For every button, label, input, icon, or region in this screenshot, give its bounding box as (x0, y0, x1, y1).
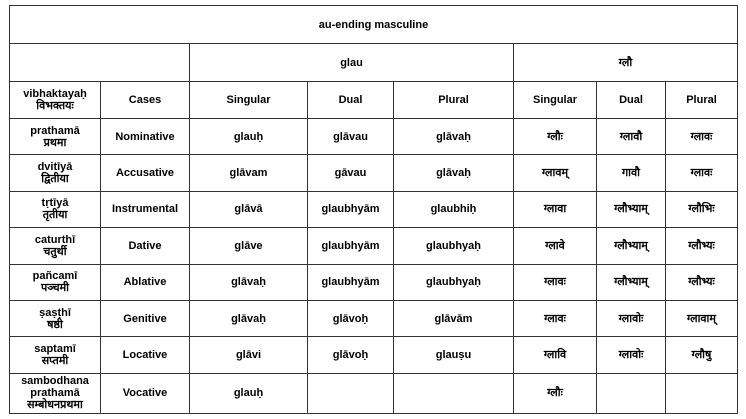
deva-plural-header: Plural (666, 82, 738, 119)
case-name-cell: Dative (101, 228, 190, 264)
latin-plural-header: Plural (394, 82, 514, 119)
case-name-cell: Ablative (101, 264, 190, 300)
latin-dual-form: glāvoḥ (308, 337, 394, 373)
latin-dual-form: glāvau (308, 119, 394, 155)
latin-plural-form: glaubhyaḥ (394, 228, 514, 264)
vocative-row (10, 373, 738, 413)
deva-plural-form: ग्लौषु (666, 337, 738, 373)
vibhakti-devanagari: पञ्चमी (40, 281, 70, 295)
group-spacer-cell (10, 44, 190, 82)
title-row (10, 6, 738, 44)
declension-table-container (9, 5, 738, 414)
latin-dual-form: glāvoḥ (308, 300, 394, 336)
latin-dual-form (308, 373, 394, 413)
deva-dual-form: ग्लावोः (597, 300, 666, 336)
vibhakti-devanagari: तृतीया (42, 208, 68, 222)
vibhakti-cell (10, 373, 101, 413)
latin-dual-form: glaubhyām (308, 228, 394, 264)
vibhakti-devanagari: सप्तमी (41, 354, 69, 368)
vibhakti-latin: ṣaṣṭhī (39, 306, 71, 319)
vibhakti-latin: tṛtīyā (41, 197, 69, 210)
case-row (10, 191, 738, 227)
latin-singular-form: glauḥ (190, 119, 308, 155)
deva-singular-form: ग्लावम् (514, 155, 597, 191)
vibhakti-cell (10, 228, 101, 264)
latin-singular-form: glāvaḥ (190, 264, 308, 300)
vibhakti-devanagari: प्रथमा (43, 135, 67, 149)
vibhakti-devanagari: चतुर्थी (43, 244, 67, 258)
vibhakti-devanagari: द्वितीया (41, 172, 69, 186)
latin-singular-form: glāvam (190, 155, 308, 191)
deva-plural-form: ग्लावाम् (666, 300, 738, 336)
deva-singular-form: ग्लौः (514, 373, 597, 413)
latin-plural-form: glaubhiḥ (394, 191, 514, 227)
column-header-row (10, 82, 738, 119)
deva-dual-form (597, 373, 666, 413)
deva-singular-form: ग्लावा (514, 191, 597, 227)
group-row (10, 44, 738, 82)
vibhakti-cell (10, 119, 101, 155)
latin-singular-form: glauḥ (190, 373, 308, 413)
latin-plural-form: glauṣu (394, 337, 514, 373)
deva-plural-form: ग्लावः (666, 155, 738, 191)
deva-singular-form: ग्लौः (514, 119, 597, 155)
latin-dual-form: gāvau (308, 155, 394, 191)
vibhakti-header-devanagari: विभक्तयः (36, 99, 74, 112)
latin-plural-form: glaubhyaḥ (394, 264, 514, 300)
case-row (10, 155, 738, 191)
deva-plural-form (666, 373, 738, 413)
deva-dual-form: ग्लौभ्याम् (597, 264, 666, 300)
case-name-cell: Genitive (101, 300, 190, 336)
deva-dual-form: ग्लावोः (597, 337, 666, 373)
vibhakti-latin: caturthī (34, 233, 76, 246)
vibhakti-latin: saptamī (34, 343, 76, 356)
case-name-cell: Vocative (101, 373, 190, 413)
vibhakti-latin: pañcamī (32, 270, 78, 283)
case-row (10, 119, 738, 155)
deva-singular-form: ग्लावि (514, 337, 597, 373)
latin-dual-header: Dual (308, 82, 394, 119)
deva-plural-form: ग्लावः (666, 119, 738, 155)
vibhakti-header (10, 82, 101, 119)
deva-singular-form: ग्लावे (514, 228, 597, 264)
vibhakti-latin: sambodhana (21, 375, 89, 388)
vibhakti-cell (10, 264, 101, 300)
deva-dual-form: ग्लावौ (597, 119, 666, 155)
latin-singular-form: glāvā (190, 191, 308, 227)
deva-singular-header: Singular (514, 82, 597, 119)
vibhakti-cell (10, 155, 101, 191)
latin-group-header: glau (190, 44, 514, 82)
latin-singular-header: Singular (190, 82, 308, 119)
case-row (10, 337, 738, 373)
deva-dual-form: ग्लौभ्याम् (597, 228, 666, 264)
case-row (10, 228, 738, 264)
latin-plural-form (394, 373, 514, 413)
devanagari-group-header: ग्लौ (514, 44, 738, 82)
vibhakti-latin: prathamā (30, 124, 80, 137)
latin-plural-form: glāvaḥ (394, 155, 514, 191)
vibhakti-latin: prathamā (30, 387, 80, 400)
declension-table (9, 5, 738, 414)
table-title: au-ending masculine (10, 6, 738, 44)
latin-dual-form: glaubhyām (308, 191, 394, 227)
vibhakti-devanagari: षष्ठी (47, 317, 63, 331)
deva-dual-form: गावौ (597, 155, 666, 191)
vibhakti-latin: dvitīyā (37, 161, 73, 174)
case-name-cell: Accusative (101, 155, 190, 191)
latin-plural-form: glāvaḥ (394, 119, 514, 155)
deva-dual-form: ग्लौभ्याम् (597, 191, 666, 227)
vibhakti-cell (10, 300, 101, 336)
case-row (10, 300, 738, 336)
latin-singular-form: glāvaḥ (190, 300, 308, 336)
deva-singular-form: ग्लावः (514, 300, 597, 336)
vibhakti-header-latin: vibhaktayaḥ (23, 88, 87, 100)
latin-singular-form: glāvi (190, 337, 308, 373)
latin-dual-form: glaubhyām (308, 264, 394, 300)
deva-plural-form: ग्लौभ्यः (666, 264, 738, 300)
vibhakti-cell (10, 337, 101, 373)
cases-header: Cases (101, 82, 190, 119)
case-name-cell: Instrumental (101, 191, 190, 227)
latin-plural-form: glāvām (394, 300, 514, 336)
deva-singular-form: ग्लावः (514, 264, 597, 300)
deva-plural-form: ग्लौभिः (666, 191, 738, 227)
case-name-cell: Nominative (101, 119, 190, 155)
vibhakti-cell (10, 191, 101, 227)
vibhakti-devanagari: सम्बोधनप्रथमा (27, 398, 83, 412)
case-name-cell: Locative (101, 337, 190, 373)
case-row (10, 264, 738, 300)
deva-plural-form: ग्लौभ्यः (666, 228, 738, 264)
latin-singular-form: glāve (190, 228, 308, 264)
deva-dual-header: Dual (597, 82, 666, 119)
